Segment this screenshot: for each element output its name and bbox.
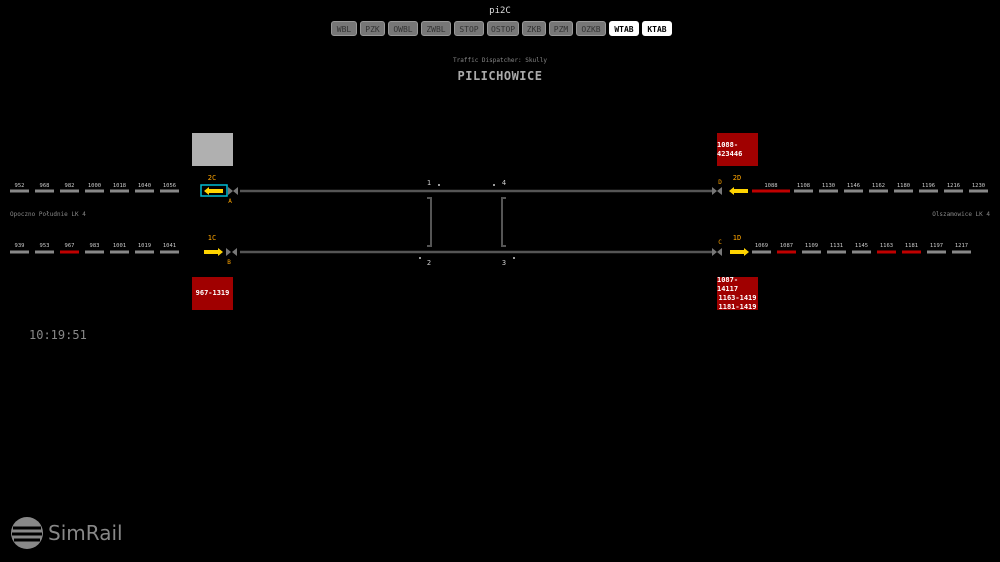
block-label: 939 bbox=[14, 243, 25, 249]
block-label: 953 bbox=[39, 243, 50, 249]
panel-id: pi2C bbox=[489, 6, 511, 16]
toolbar-button-zkb[interactable]: ZKB bbox=[522, 21, 546, 36]
track-end-B-icon bbox=[226, 248, 231, 256]
track-end-A-icon bbox=[228, 187, 233, 195]
point-label-C: C bbox=[718, 239, 722, 246]
block-sections bbox=[10, 183, 988, 252]
dispatcher-label: Traffic Dispatcher: Skully bbox=[453, 57, 547, 64]
toolbar-button-pzk[interactable]: PZK bbox=[360, 21, 385, 36]
signal-1C-bar bbox=[204, 250, 218, 254]
signal-2D-arrow-icon[interactable] bbox=[729, 187, 734, 195]
point-label-B: B bbox=[227, 259, 231, 266]
track-end-D-icon bbox=[712, 187, 717, 195]
block-label: 983 bbox=[89, 243, 100, 249]
block-label: 1130 bbox=[821, 183, 836, 189]
signal-1C-arrow-icon[interactable] bbox=[218, 248, 223, 256]
signal-label-1D: 1D bbox=[732, 234, 742, 242]
logo-text: SimRail bbox=[48, 521, 123, 545]
block-label: 1216 bbox=[946, 183, 961, 189]
block-label: 1197 bbox=[929, 243, 944, 249]
station-name: PILICHOWICE bbox=[457, 69, 543, 83]
block-label: 1163 bbox=[879, 243, 894, 249]
switch-dot-4 bbox=[493, 184, 495, 186]
toolbar-button-wbl[interactable]: WBL bbox=[331, 21, 357, 36]
track-end-C2-icon bbox=[717, 248, 722, 256]
track-end-A2-icon bbox=[233, 187, 238, 195]
track-end-B2-icon bbox=[232, 248, 237, 256]
signal-label-1C: 1C bbox=[207, 234, 217, 242]
point-label-D: D bbox=[718, 179, 722, 186]
block-label: 1108 bbox=[796, 183, 811, 189]
simrail-logo bbox=[10, 516, 123, 550]
signal-2C-bar bbox=[209, 189, 223, 193]
block-label: 1181 bbox=[904, 243, 919, 249]
signal-1D-arrow-icon[interactable] bbox=[744, 248, 749, 256]
switch-label-1: 1 bbox=[426, 179, 432, 187]
block-label: 1196 bbox=[921, 183, 936, 189]
toolbar-button-ktab[interactable]: KTAB bbox=[642, 21, 672, 36]
block-label: 1018 bbox=[112, 183, 127, 189]
signal-1D-bar bbox=[730, 250, 744, 254]
toolbar-button-ostop[interactable]: OSTOP bbox=[487, 21, 519, 36]
block-label: 1000 bbox=[87, 183, 102, 189]
point-label-A: A bbox=[228, 198, 232, 205]
block-label: 1217 bbox=[954, 243, 969, 249]
toolbar-button-pzm[interactable]: PZM bbox=[549, 21, 573, 36]
toolbar-button-owbl[interactable]: OWBL bbox=[388, 21, 418, 36]
train-number: 1163-1419 bbox=[718, 293, 757, 302]
switch-dot-3 bbox=[513, 257, 515, 259]
toolbar-button-wtab[interactable]: WTAB bbox=[609, 21, 639, 36]
block-label: 1180 bbox=[896, 183, 911, 189]
direction-right: Olszamowice LK 4 bbox=[932, 211, 990, 218]
block-label: 1230 bbox=[971, 183, 986, 189]
block-label: 1041 bbox=[162, 243, 177, 249]
train-number: 1087-14117 bbox=[717, 275, 739, 293]
block-label: 1040 bbox=[137, 183, 152, 189]
block-label: 1001 bbox=[112, 243, 127, 249]
switch-label-2: 2 bbox=[426, 259, 432, 267]
switch-label-4: 4 bbox=[501, 179, 507, 187]
clock: 10:19:51 bbox=[29, 328, 87, 342]
block-label: 1056 bbox=[162, 183, 177, 189]
signal-2C-arrow-icon[interactable] bbox=[204, 187, 209, 195]
block-label: 982 bbox=[64, 183, 75, 189]
toolbar-button-stop[interactable]: STOP bbox=[454, 21, 484, 36]
track-end-C-icon bbox=[712, 248, 717, 256]
switch-dot-1 bbox=[438, 184, 440, 186]
signal-2D-bar bbox=[734, 189, 748, 193]
crossover-left[interactable] bbox=[427, 198, 431, 246]
block-label: 1145 bbox=[854, 243, 869, 249]
block-label: 1131 bbox=[829, 243, 844, 249]
train-number: 1181-1419 bbox=[718, 302, 757, 311]
block-label: 1069 bbox=[754, 243, 769, 249]
switch-dot-2 bbox=[419, 257, 421, 259]
block-label: 952 bbox=[14, 183, 25, 189]
block-label: 968 bbox=[39, 183, 50, 189]
block-label: 1162 bbox=[871, 183, 886, 189]
train-number: 967-1319 bbox=[195, 289, 230, 297]
signal-label-2C: 2C bbox=[207, 174, 217, 182]
block-label: 1088 bbox=[764, 183, 778, 189]
crossover-right[interactable] bbox=[502, 198, 506, 246]
block-label: 967 bbox=[64, 243, 75, 249]
toolbar-button-zwbl[interactable]: ZWBL bbox=[421, 21, 451, 36]
signal-label-2D: 2D bbox=[732, 174, 742, 182]
toolbar-button-ozkb[interactable]: OZKB bbox=[576, 21, 606, 36]
track-end-D2-icon bbox=[717, 187, 722, 195]
block-label: 1109 bbox=[804, 243, 819, 249]
direction-left: Opoczno Południe LK 4 bbox=[10, 211, 86, 218]
block-label: 1087 bbox=[779, 243, 794, 249]
block-label: 1019 bbox=[137, 243, 152, 249]
train-number: 1088-423446 bbox=[717, 140, 743, 158]
simrail-logo-icon bbox=[10, 516, 44, 550]
block-label: 1146 bbox=[846, 183, 861, 189]
switch-label-3: 3 bbox=[501, 259, 507, 267]
